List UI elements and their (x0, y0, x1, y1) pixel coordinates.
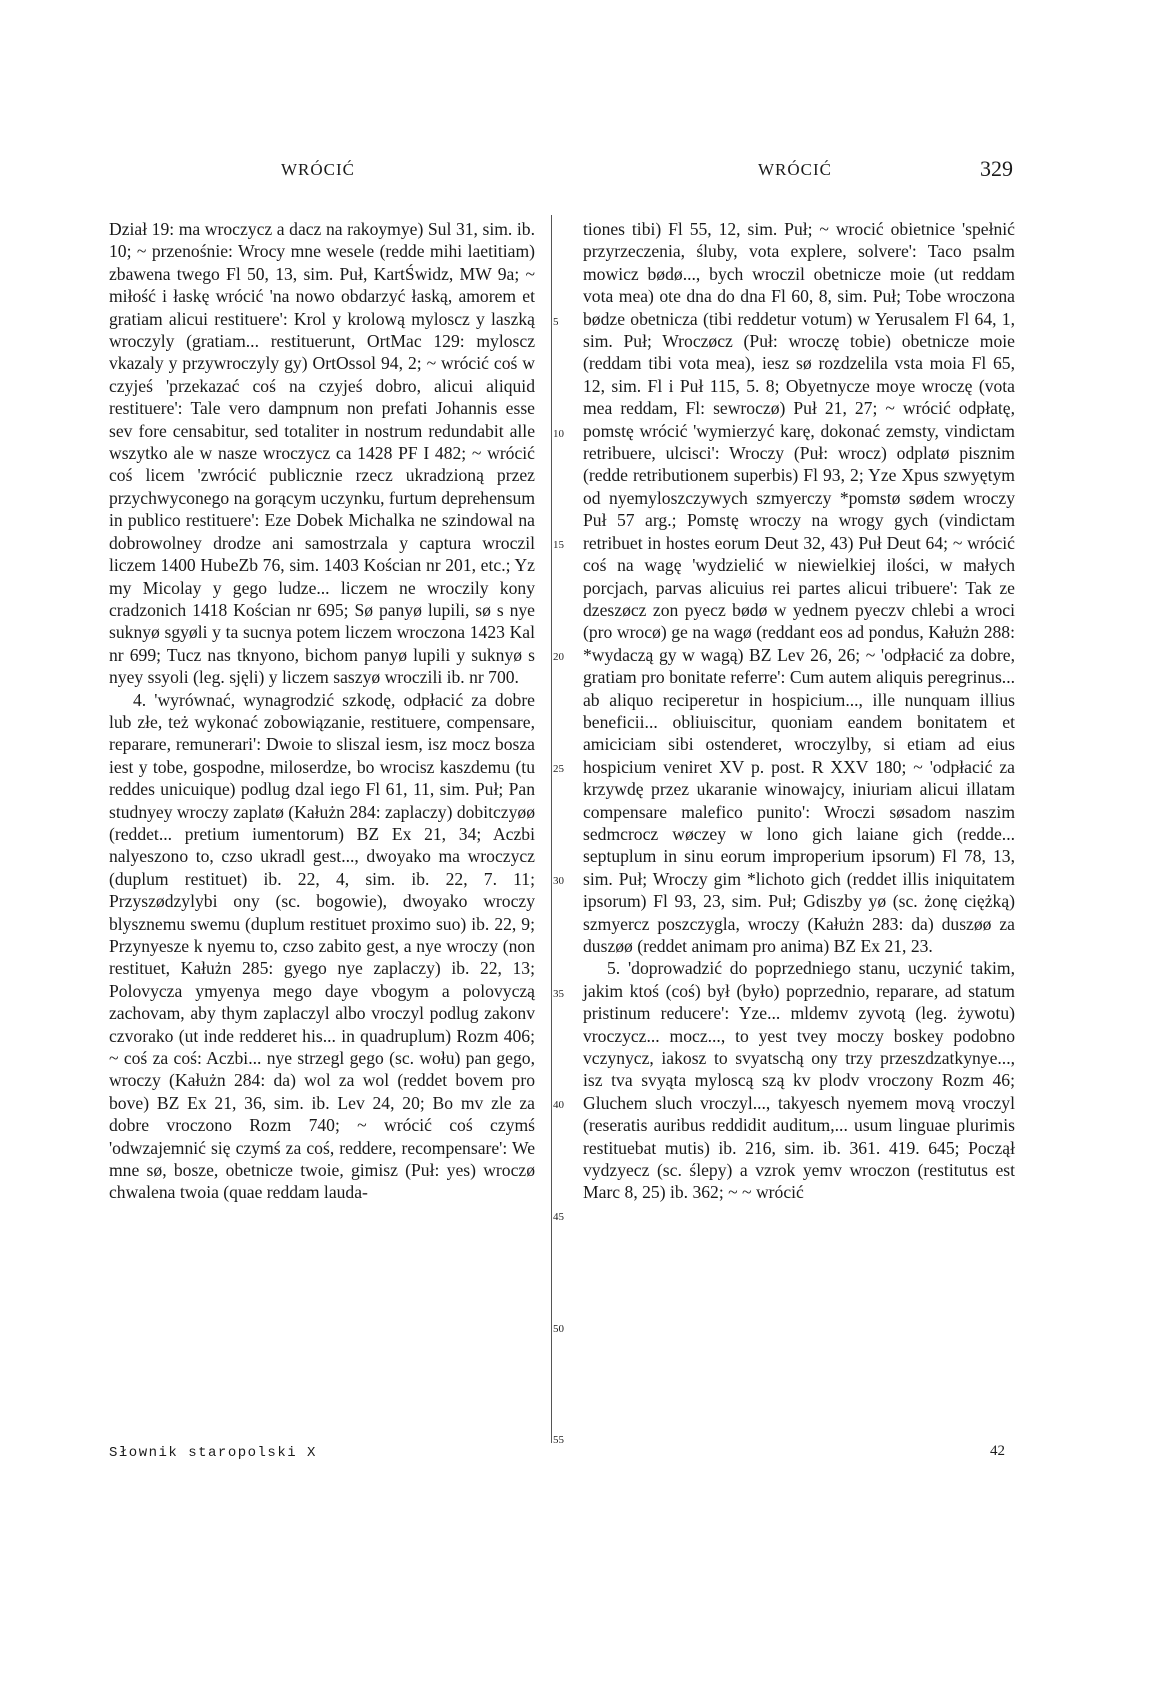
line-number: 30 (553, 875, 564, 887)
running-head-right: WRÓCIĆ (758, 160, 832, 179)
line-number: 55 (553, 1434, 564, 1446)
signature-footer: Słownik staropolski X (109, 1445, 317, 1461)
line-number: 25 (553, 763, 564, 775)
line-number: 40 (553, 1099, 564, 1111)
line-number: 35 (553, 988, 564, 1000)
sheet-number: 42 (990, 1443, 1005, 1459)
left-column (109, 218, 535, 1204)
line-number: 15 (553, 539, 564, 551)
line-number: 5 (553, 316, 559, 328)
line-number: 50 (553, 1323, 564, 1335)
line-number: 10 (553, 428, 564, 440)
right-column (583, 218, 1015, 1204)
page-number: 329 (980, 156, 1013, 181)
column-divider (551, 215, 552, 1443)
line-number: 45 (553, 1211, 564, 1223)
entry-paragraph: Dział 19: ma wroczycz a dacz na rakoymye) Sul 31, sim. ib. 10; ~ przenośnie: Wrocy mne wesele (redde mihi laetitiam) zbawena twego Fl 50, 13, sim. Puł, KartŚwidz, MW 9a; ~ miłość i łaskę wrócić 'na nowo obdarzyć łaską, amorem et gratiam alicui restituere': Krol y krolową myloscz y laszką wroczyly (gratiam... restituerunt, OrtMac 129: myloscz vkazaly y przywroczyly gy) OrtOssol 94, 2; ~ wrócić coś w czyjeś 'przekazać coś na czyjeś dobro, alicui aliquid restituere': Tale vero dampnum non prefati Johannis esse sev fore censabitur, sed totaliter in nostrum redundabit alle wszytko ale w nasze wroczycz ca 1428 PF I 482; ~ wrócić coś licem 'zwrócić publicznie rzecz ukradzioną przez przychwyconego na gorącym uczynku, furtum deprehensum in publico restituere': Eze Dobek Michalka ne szindowal na dobrowolney drodze ani samostrzala y captura wroczil liczem 1400 HubeZb 76, sim. 1403 Kościan nr 201, etc.; Yz my Micolay y gego ludze... liczem ne wroczily kony cradzonich 1418 Kościan nr 695; Sø panyø lupili, sø s nye suknyø sgyøli y ta sucnya potem liczem wroczona 1423 Kal nr 699; Tucz nas tknyono, bichom panyø lupili y suknyø s nyey ssyoli (leg. sjęli) y liczem saszyø wroczili ib. nr 700. (109, 219, 536, 688)
entry-paragraph: tiones tibi) Fl 55, 12, sim. Puł; ~ wrocić obietnice 'spełnić przyrzeczenia, śluby, vota explere, solvere': Taco psalm mowicz bødø..., bych wroczil obetnicze moie (ut reddam vota mea) ote dna do dna Fl 60, 8, sim. Puł; Tobe wroczona bødze obetnicza (tibi reddetur votum) w Yerusalem Fl 64, 1, sim. Puł; Wroczøcz (Puł: wroczę tobie) obetnicze moie (reddam tibi vota mea), iesz sø rozdzelila vsta moia Fl 65, 12, sim. Fl i Puł 115, 5. 8; Obyetnycze moye wroczę (vota mea reddam, Fl: sewroczø) Puł 21, 27; ~ wrócić odpłatę, pomstę wrócić 'wymierzyć karę, dokonać zemsty, vindictam retribuere, ulcisci': Wroczy (Puł: wrocz) odplatø pisznim (redde retributionem superbis) Fl 93, 2; Yze Xpus szwyętym od nyemyloszczywych szmyerczy *pomstø sødem wroczy Puł 57 arg.; Pomstę wroczy na wrogy gych (vindictam retribuet in hostes eorum Deut 32, 43) Puł Deut 64; ~ wrócić coś na wagę 'wydzielić w niewielkiej ilości, w małych porcjach, parvas alicuius rei partes alicui tribuere': Tak ze dzeszøcz zon pyecz bødø w yednem pyeczv chlebi a wroci (pro wrocø) ge na wagø (reddant eos ad pondus, Kałużn 288: *wydaczą gy w wagą) BZ Lev 26, 26; ~ 'odpłacić za dobre, gratiam pro bonitate referre': Cum autem aliquis peregrinus... ab aliquo reciperetur in hospicium..., ille nunquam illius beneficii... obliuiscitur, quoniam eandem bonitatem et amiciciam sibi ostenderet, wroczylby, si etiam ad eius hospicium veniret XV p. post. R XXV 180; ~ 'odpłacić za krzywdę przez ukaranie winowajcy, iniuriam alicui illatam compensare malefico punito': Wroczi søsadom naszim sedmcrocz wøczey w lono gich laiane gich (redde... septuplum in sinu eorum improperium ipsorum) Fl 78, 13, sim. Puł; Wroczy gim *lichoto gich (reddet illis iniquitatem ipsorum) Fl 93, 23, sim. Puł; Gdiszby yø (sc. żonę ciężką) szmyercz poszczygla, wroczy (Kałużn 283: da) duszøø za duszøø (reddet animam pro anima) BZ Ex 21, 23. (583, 219, 1015, 956)
entry-paragraph: 5. 'doprowadzić do poprzedniego stanu, uczynić takim, jakim ktoś (coś) był (było) poprzednio, reparare, ad statum pristinum reducere': Yze... mldemv zyvotą (leg. żywotu) vroczycz... mocz..., to yest tvey moczy boskey podobno vczynycz, iakosz to svyatschą ony trzy przeszdzatkynye..., isz tva svyąta myloscą szą kv plodv vroczony Rozm 46; Gluchem sluch vroczyl..., takyesch nyemem movą vroczyl (reseratis auribus reddidit auditum,... usum linguae plurimis restituebat mutis) ib. 216, sim. ib. 361. 419. 645; Począł vydzyecz (sc. ślepy) a vzrok yemv wroczon (restitutus est Marc 8, 25) ib. 362; ~ ~ wrócić (583, 958, 1015, 1203)
running-head-left: WRÓCIĆ (281, 160, 355, 179)
entry-paragraph: 4. 'wyrównać, wynagrodzić szkodę, odpłacić za dobre lub złe, też wykonać zobowiązanie, restituere, compensare, reparare, remunerari': Dwoie to sliszal iesm, isz mocz bosza iest y tobe, gospodne, miloserdze, bo wrocisz kaszdemu (tu reddes unicuique) podlug dzal iego Fl 61, 11, sim. Puł; Pan studnyey wroczy zaplatø (Kałużn 284: zaplaczy) dobitczyøø (reddet... pretium iumentorum) BZ Ex 21, 34; Aczbi nalyeszono to, czso ukradl gest..., dwoyako ma wroczycz (duplum restituet) ib. 22, 4, sim. ib. 22, 7. 11; Przyszødzylybi ony (sc. bogowie), dwoyako wroczy blysznemu swemu (duplum restituet proximo suo) ib. 22, 9; Przynyesze k nyemu to, czso zabito gest, a nye wroczy (non restituet, Kałużn 285: gyego nye zaplaczy) ib. 22, 13; Polovycza ymyenya mego daye vbogym a polovyczą zachovam, aby thym zaplaczyl albo vroczyl podlug zakonv czvorako (ut inde redderet his... in quadruplum) Rozm 406; ~ coś za coś: Aczbi... nye strzegl gego (sc. wołu) pan gego, wroczy (Kałużn 284: da) wol za wol (reddet bovem pro bove) BZ Ex 21, 36, sim. ib. Lev 24, 20; Bo mv zle za dobre vroczono Rozm 740; ~ wrócić coś czymś 'odwzajemnić się czymś za coś, reddere, recompensare': We mne sø, bosze, obetnicze twoie, gimisz (Puł: yes) wroczø chwalena twoia (quae reddam lauda- (109, 689, 535, 1203)
line-number: 20 (553, 651, 564, 663)
